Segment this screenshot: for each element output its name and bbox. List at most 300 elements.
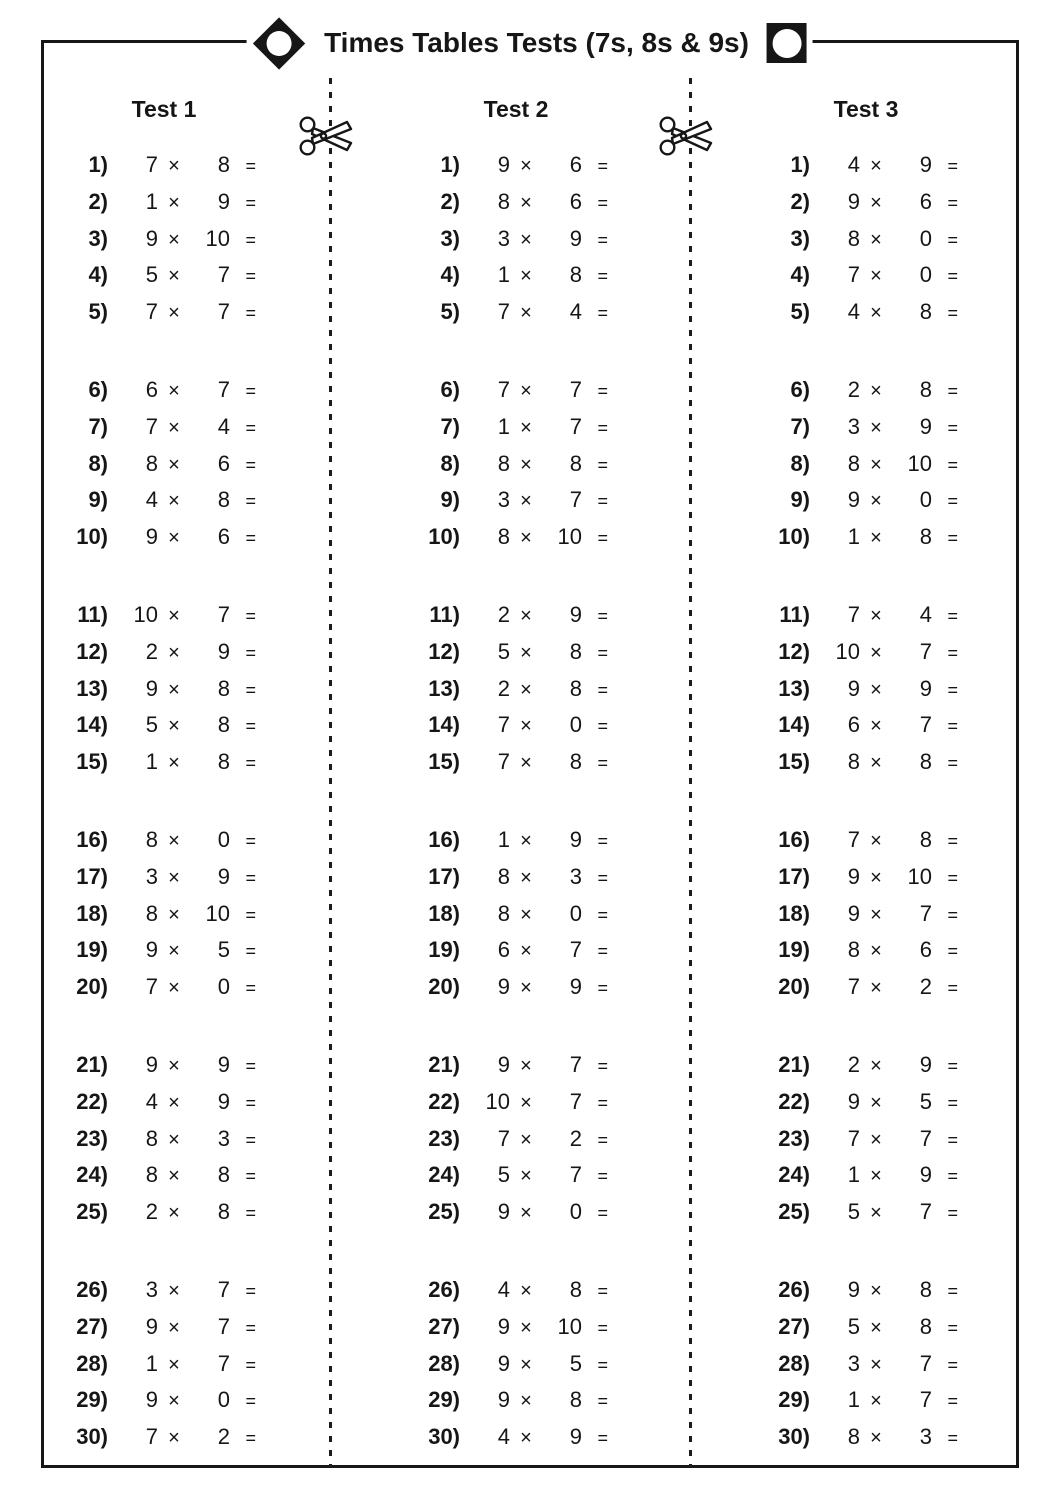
- operand-b: 7: [217, 262, 230, 288]
- problem-row: [750, 446, 1020, 483]
- equals-sign: =: [597, 1317, 608, 1338]
- times-sign-icon: ×: [520, 678, 532, 701]
- operand-b: 8: [217, 1162, 230, 1188]
- equals-sign: =: [947, 1166, 958, 1187]
- operand-a: 3: [497, 487, 510, 513]
- equals-sign: =: [947, 454, 958, 475]
- times-sign-icon: ×: [870, 490, 882, 513]
- operand-b: 9: [569, 974, 582, 1000]
- times-sign-icon: ×: [870, 977, 882, 1000]
- problem-row: [400, 446, 670, 483]
- operand-a: 9: [497, 1199, 510, 1225]
- times-sign-icon: ×: [168, 903, 180, 926]
- operand-b: 7: [217, 601, 230, 627]
- problem-number: 12): [778, 638, 810, 664]
- problem-number: 20): [76, 974, 108, 1000]
- operand-b: 2: [919, 974, 932, 1000]
- problem-row: [750, 969, 1020, 1006]
- operand-b: 10: [907, 863, 932, 889]
- operand-a: 5: [497, 638, 510, 664]
- equals-sign: =: [245, 1092, 256, 1113]
- problem-group: [400, 822, 670, 1006]
- problem-row: [48, 184, 318, 221]
- operand-b: 9: [919, 413, 932, 439]
- problem-number: 8): [88, 450, 108, 476]
- operand-b: 7: [217, 1313, 230, 1339]
- problem-row: [400, 896, 670, 933]
- equals-sign: =: [245, 642, 256, 663]
- problem-group: [400, 597, 670, 781]
- operand-a: 8: [145, 1125, 158, 1151]
- operand-a: 9: [497, 1350, 510, 1376]
- operand-b: 9: [919, 1162, 932, 1188]
- problem-row: [400, 744, 670, 781]
- operand-b: 8: [919, 299, 932, 325]
- equals-sign: =: [947, 1203, 958, 1224]
- operand-b: 10: [205, 900, 230, 926]
- problem-row: [400, 184, 670, 221]
- operand-b: 8: [569, 1387, 582, 1413]
- times-sign-icon: ×: [168, 155, 180, 177]
- operand-a: 5: [497, 1162, 510, 1188]
- problem-number: 1): [88, 152, 108, 177]
- equals-sign: =: [947, 978, 958, 999]
- problem-group: [750, 1272, 1020, 1456]
- times-sign-icon: ×: [168, 977, 180, 1000]
- problem-number: 3): [790, 225, 810, 251]
- operand-a: 7: [847, 974, 860, 1000]
- operand-b: 7: [919, 1387, 932, 1413]
- problem-number: 21): [778, 1051, 810, 1077]
- equals-sign: =: [947, 904, 958, 925]
- operand-b: 8: [217, 675, 230, 701]
- problem-group: [48, 1047, 318, 1231]
- times-sign-icon: ×: [520, 1279, 532, 1302]
- operand-b: 8: [569, 1276, 582, 1302]
- operand-b: 10: [907, 450, 932, 476]
- times-sign-icon: ×: [870, 940, 882, 963]
- operand-b: 9: [217, 1088, 230, 1114]
- operand-a: 2: [145, 1199, 158, 1225]
- problem-group: [400, 147, 670, 331]
- problem-number: 24): [778, 1162, 810, 1188]
- operand-a: 2: [497, 601, 510, 627]
- problem-group: [400, 1272, 670, 1456]
- operand-b: 8: [919, 524, 932, 550]
- problem-number: 11): [77, 601, 108, 627]
- times-sign-icon: ×: [870, 641, 882, 664]
- problem-row: [400, 1194, 670, 1231]
- times-sign-icon: ×: [520, 379, 532, 402]
- times-sign-icon: ×: [168, 1390, 180, 1413]
- equals-sign: =: [597, 1354, 608, 1375]
- operand-a: 8: [847, 749, 860, 775]
- operand-b: 6: [569, 152, 582, 177]
- times-sign-icon: ×: [870, 866, 882, 889]
- problem-row: [48, 294, 318, 331]
- problem-number: 29): [428, 1387, 460, 1413]
- problem-number: 19): [76, 937, 108, 963]
- equals-sign: =: [597, 1280, 608, 1301]
- problem-row: [400, 221, 670, 258]
- operand-b: 7: [919, 1199, 932, 1225]
- problem-number: 16): [428, 826, 460, 852]
- operand-b: 8: [217, 1199, 230, 1225]
- problem-number: 17): [76, 863, 108, 889]
- problem-number: 13): [778, 675, 810, 701]
- equals-sign: =: [245, 1129, 256, 1150]
- problem-row: [750, 597, 1020, 634]
- equals-sign: =: [245, 978, 256, 999]
- test-1-title: Test 1: [131, 96, 197, 122]
- equals-sign: =: [597, 716, 608, 737]
- problem-number: 13): [428, 675, 460, 701]
- problem-row: [750, 822, 1020, 859]
- times-sign-icon: ×: [870, 527, 882, 550]
- operand-a: 3: [497, 225, 510, 251]
- problem-group: [48, 147, 318, 331]
- operand-b: 8: [217, 749, 230, 775]
- problem-number: 16): [778, 826, 810, 852]
- operand-a: 9: [145, 524, 158, 550]
- problem-row: [750, 1157, 1020, 1194]
- equals-sign: =: [597, 904, 608, 925]
- operand-b: 9: [569, 225, 582, 251]
- problem-number: 24): [76, 1162, 108, 1188]
- operand-a: 7: [847, 262, 860, 288]
- operand-a: 9: [847, 1276, 860, 1302]
- problem-number: 21): [428, 1051, 460, 1077]
- times-sign-icon: ×: [520, 1202, 532, 1225]
- operand-a: 5: [847, 1199, 860, 1225]
- times-sign-icon: ×: [520, 1128, 532, 1151]
- problem-row: [400, 1157, 670, 1194]
- operand-a: 3: [145, 1276, 158, 1302]
- times-sign-icon: ×: [168, 604, 180, 627]
- equals-sign: =: [597, 1166, 608, 1187]
- problem-row: [48, 597, 318, 634]
- operand-a: 7: [145, 413, 158, 439]
- equals-sign: =: [597, 156, 608, 176]
- equals-sign: =: [947, 1317, 958, 1338]
- times-sign-icon: ×: [168, 829, 180, 852]
- problem-number: 30): [76, 1424, 108, 1450]
- times-sign-icon: ×: [520, 265, 532, 288]
- times-sign-icon: ×: [168, 1353, 180, 1376]
- problem-row: [750, 1382, 1020, 1419]
- operand-a: 1: [145, 188, 158, 214]
- operand-a: 9: [497, 974, 510, 1000]
- operand-a: 9: [847, 863, 860, 889]
- operand-b: 7: [919, 638, 932, 664]
- times-sign-icon: ×: [168, 379, 180, 402]
- problem-number: 28): [428, 1350, 460, 1376]
- problem-row: [750, 1047, 1020, 1084]
- times-sign-icon: ×: [870, 1054, 882, 1077]
- operand-a: 9: [497, 1387, 510, 1413]
- operand-b: 9: [919, 675, 932, 701]
- problem-row: [400, 1272, 670, 1309]
- operand-a: 4: [145, 1088, 158, 1114]
- times-sign-icon: ×: [168, 1202, 180, 1225]
- problem-number: 5): [790, 299, 810, 325]
- equals-sign: =: [947, 156, 958, 176]
- problem-row: [400, 519, 670, 556]
- operand-b: 0: [217, 974, 230, 1000]
- operand-a: 2: [847, 376, 860, 402]
- operand-a: 5: [847, 1313, 860, 1339]
- equals-sign: =: [597, 1428, 608, 1449]
- problem-number: 26): [778, 1276, 810, 1302]
- problem-number: 3): [440, 225, 460, 251]
- problem-row: [48, 147, 318, 184]
- operand-a: 4: [497, 1276, 510, 1302]
- problem-number: 22): [76, 1088, 108, 1114]
- problem-row: [400, 822, 670, 859]
- operand-b: 10: [557, 524, 582, 550]
- problem-group: [48, 597, 318, 781]
- equals-sign: =: [597, 830, 608, 851]
- operand-a: 6: [497, 937, 510, 963]
- equals-sign: =: [947, 192, 958, 213]
- equals-sign: =: [245, 380, 256, 401]
- problem-number: 10): [428, 524, 460, 550]
- problem-number: 2): [88, 188, 108, 214]
- problem-row: [48, 1346, 318, 1383]
- operand-a: 9: [497, 152, 510, 177]
- times-sign-icon: ×: [520, 1054, 532, 1077]
- problem-row: [400, 969, 670, 1006]
- problem-number: 29): [76, 1387, 108, 1413]
- operand-b: 0: [217, 1387, 230, 1413]
- problem-group: [48, 1272, 318, 1456]
- equals-sign: =: [245, 1280, 256, 1301]
- problem-row: [750, 409, 1020, 446]
- square-registration-mark-icon: [767, 23, 807, 63]
- equals-sign: =: [597, 978, 608, 999]
- operand-a: 8: [497, 900, 510, 926]
- operand-b: 8: [569, 749, 582, 775]
- operand-b: 8: [569, 638, 582, 664]
- times-sign-icon: ×: [520, 715, 532, 738]
- problem-row: [750, 1309, 1020, 1346]
- equals-sign: =: [597, 380, 608, 401]
- operand-a: 8: [145, 1162, 158, 1188]
- operand-a: 3: [145, 863, 158, 889]
- times-sign-icon: ×: [520, 1165, 532, 1188]
- problem-number: 6): [88, 376, 108, 402]
- operand-b: 0: [569, 1199, 582, 1225]
- equals-sign: =: [947, 1428, 958, 1449]
- times-sign-icon: ×: [168, 752, 180, 775]
- problem-number: 5): [88, 299, 108, 325]
- test-3-title: Test 3: [833, 96, 899, 122]
- problem-row: [750, 859, 1020, 896]
- problem-group: [750, 822, 1020, 1006]
- operand-b: 8: [919, 376, 932, 402]
- operand-a: 9: [847, 675, 860, 701]
- times-sign-icon: ×: [520, 752, 532, 775]
- problem-row: [750, 372, 1020, 409]
- operand-a: 1: [145, 749, 158, 775]
- times-sign-icon: ×: [870, 416, 882, 439]
- equals-sign: =: [597, 192, 608, 213]
- operand-a: 1: [847, 524, 860, 550]
- equals-sign: =: [947, 417, 958, 438]
- operand-b: 9: [919, 152, 932, 177]
- equals-sign: =: [245, 1203, 256, 1224]
- operand-a: 4: [497, 1424, 510, 1450]
- operand-a: 1: [497, 413, 510, 439]
- equals-sign: =: [597, 417, 608, 438]
- problem-number: 20): [778, 974, 810, 1000]
- problem-row: [400, 409, 670, 446]
- problem-group: [400, 372, 670, 556]
- operand-b: 7: [569, 1162, 582, 1188]
- problem-number: 4): [88, 262, 108, 288]
- times-sign-icon: ×: [520, 1316, 532, 1339]
- equals-sign: =: [947, 229, 958, 250]
- times-sign-icon: ×: [870, 715, 882, 738]
- operand-b: 8: [919, 826, 932, 852]
- problem-number: 15): [778, 749, 810, 775]
- equals-sign: =: [947, 303, 958, 324]
- equals-sign: =: [245, 830, 256, 851]
- problem-number: 19): [428, 937, 460, 963]
- operand-a: 4: [847, 299, 860, 325]
- problem-group: [48, 372, 318, 556]
- operand-b: 9: [569, 601, 582, 627]
- operand-a: 2: [145, 638, 158, 664]
- operand-a: 2: [497, 675, 510, 701]
- times-sign-icon: ×: [168, 490, 180, 513]
- problem-row: [48, 932, 318, 969]
- times-sign-icon: ×: [168, 191, 180, 214]
- times-sign-icon: ×: [870, 1316, 882, 1339]
- times-sign-icon: ×: [520, 228, 532, 251]
- operand-b: 7: [919, 900, 932, 926]
- problem-number: 11): [429, 601, 460, 627]
- problem-number: 2): [790, 188, 810, 214]
- operand-a: 5: [145, 262, 158, 288]
- title-bar: [246, 16, 813, 70]
- operand-a: 4: [847, 152, 860, 177]
- operand-b: 8: [919, 1276, 932, 1302]
- operand-a: 7: [497, 376, 510, 402]
- operand-b: 8: [569, 262, 582, 288]
- problem-number: 9): [790, 487, 810, 513]
- problem-group: [750, 147, 1020, 331]
- problem-number: 12): [76, 638, 108, 664]
- times-sign-icon: ×: [168, 715, 180, 738]
- operand-b: 7: [217, 299, 230, 325]
- operand-a: 7: [145, 1424, 158, 1450]
- equals-sign: =: [947, 1055, 958, 1076]
- problem-row: [750, 932, 1020, 969]
- equals-sign: =: [947, 266, 958, 287]
- problem-group: [750, 597, 1020, 781]
- times-sign-icon: ×: [520, 191, 532, 214]
- problem-number: 26): [76, 1276, 108, 1302]
- operand-a: 9: [145, 225, 158, 251]
- problem-number: 18): [428, 900, 460, 926]
- times-sign-icon: ×: [870, 829, 882, 852]
- problem-row: [48, 1194, 318, 1231]
- equals-sign: =: [947, 642, 958, 663]
- equals-sign: =: [947, 679, 958, 700]
- problem-group: [750, 372, 1020, 556]
- operand-a: 9: [145, 675, 158, 701]
- operand-b: 6: [217, 450, 230, 476]
- times-sign-icon: ×: [168, 1316, 180, 1339]
- times-sign-icon: ×: [168, 527, 180, 550]
- problem-row: [750, 744, 1020, 781]
- problem-number: 8): [440, 450, 460, 476]
- problem-group: [48, 822, 318, 1006]
- problem-number: 9): [440, 487, 460, 513]
- operand-b: 6: [919, 937, 932, 963]
- times-sign-icon: ×: [168, 265, 180, 288]
- equals-sign: =: [947, 1280, 958, 1301]
- operand-a: 9: [847, 900, 860, 926]
- times-sign-icon: ×: [870, 302, 882, 325]
- operand-b: 7: [217, 1276, 230, 1302]
- operand-b: 6: [919, 188, 932, 214]
- problem-number: 5): [440, 299, 460, 325]
- problem-number: 21): [76, 1051, 108, 1077]
- operand-a: 3: [847, 1350, 860, 1376]
- times-sign-icon: ×: [168, 453, 180, 476]
- equals-sign: =: [245, 1055, 256, 1076]
- operand-b: 9: [217, 638, 230, 664]
- diamond-registration-mark-icon: [252, 16, 306, 70]
- times-sign-icon: ×: [520, 453, 532, 476]
- operand-a: 8: [145, 900, 158, 926]
- problem-number: 19): [778, 937, 810, 963]
- problem-row: [750, 184, 1020, 221]
- equals-sign: =: [597, 605, 608, 626]
- equals-sign: =: [597, 753, 608, 774]
- equals-sign: =: [245, 1354, 256, 1375]
- times-sign-icon: ×: [168, 302, 180, 325]
- operand-b: 8: [569, 675, 582, 701]
- times-sign-icon: ×: [870, 678, 882, 701]
- problem-row: [750, 1419, 1020, 1456]
- problem-number: 30): [778, 1424, 810, 1450]
- problem-row: [750, 671, 1020, 708]
- problem-row: [400, 932, 670, 969]
- times-sign-icon: ×: [520, 641, 532, 664]
- operand-b: 9: [569, 1424, 582, 1450]
- times-sign-icon: ×: [870, 1202, 882, 1225]
- times-sign-icon: ×: [520, 490, 532, 513]
- problem-row: [400, 1047, 670, 1084]
- problem-number: 22): [428, 1088, 460, 1114]
- problem-row: [400, 859, 670, 896]
- problem-row: [48, 446, 318, 483]
- page-title: Times Tables Tests (7s, 8s & 9s): [324, 27, 749, 58]
- equals-sign: =: [245, 904, 256, 925]
- operand-b: 10: [205, 225, 230, 251]
- problem-row: [48, 1121, 318, 1158]
- operand-a: 2: [847, 1051, 860, 1077]
- operand-b: 5: [919, 1088, 932, 1114]
- problem-row: [400, 1084, 670, 1121]
- problem-row: [48, 519, 318, 556]
- equals-sign: =: [245, 867, 256, 888]
- operand-a: 8: [847, 450, 860, 476]
- operand-a: 8: [847, 1424, 860, 1450]
